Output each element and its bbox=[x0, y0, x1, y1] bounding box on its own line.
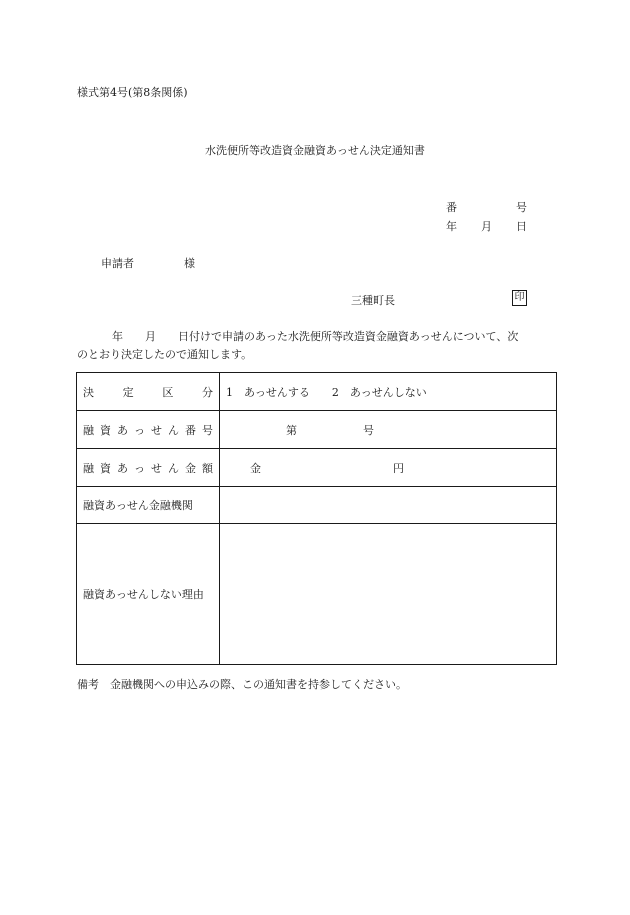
loan-amount-char: ん bbox=[168, 461, 179, 475]
rejection-reason-value bbox=[220, 524, 557, 665]
form-number: 様式第4号(第8条関係) bbox=[77, 86, 188, 99]
table-row bbox=[77, 449, 557, 487]
table-row bbox=[77, 411, 557, 449]
loan-number-char: 融 bbox=[83, 423, 94, 437]
loan-number-char: 号 bbox=[202, 423, 213, 437]
loan-amount-char: っ bbox=[134, 461, 145, 475]
decision-type-char: 区 bbox=[162, 385, 174, 399]
document-number-label-a: 番 bbox=[446, 201, 457, 214]
loan-amount-char: 額 bbox=[202, 461, 213, 475]
rejection-reason-label: 融資あっせんしない理由 bbox=[77, 524, 220, 665]
loan-amount-char: せ bbox=[151, 461, 162, 475]
loan-number-char: あ bbox=[117, 423, 128, 437]
table-row bbox=[77, 373, 557, 411]
issuer-name: 三種町長 bbox=[351, 294, 395, 307]
loan-number-char: ん bbox=[168, 423, 179, 437]
date-day: 日 bbox=[516, 220, 527, 233]
document-title: 水洗便所等改造資金融資あっせん決定通知書 bbox=[205, 144, 425, 157]
document-number-label-b: 号 bbox=[516, 201, 527, 214]
loan-number-char: 番 bbox=[185, 423, 196, 437]
loan-number-label bbox=[83, 422, 213, 438]
date-month: 月 bbox=[481, 220, 492, 233]
table-row bbox=[77, 524, 557, 665]
loan-amount-char: 金 bbox=[185, 461, 196, 475]
decision-type-char: 定 bbox=[122, 385, 134, 399]
decision-options: 1 あっせんする 2 あっせんしない bbox=[220, 373, 557, 411]
decision-type-char: 分 bbox=[201, 385, 213, 399]
decision-type-label bbox=[83, 384, 213, 400]
seal-box: 印 bbox=[512, 290, 527, 306]
remarks-note: 備考 金融機関への申込みの際、この通知書を持参してください。 bbox=[77, 678, 407, 691]
loan-number-char: 資 bbox=[100, 423, 111, 437]
body-paragraph bbox=[77, 328, 557, 364]
row-label bbox=[77, 373, 220, 411]
body-line-1: 年 月 日付けで申請のあった水洗便所等改造資金融資あっせんについて、次 bbox=[112, 330, 519, 343]
financial-institution-value bbox=[220, 487, 557, 524]
financial-institution-label: 融資あっせん金融機関 bbox=[77, 487, 220, 524]
loan-amount-char: 資 bbox=[100, 461, 111, 475]
decision-type-char: 決 bbox=[83, 385, 94, 399]
addressee-suffix: 様 bbox=[184, 257, 195, 270]
document-number-line bbox=[446, 199, 527, 215]
loan-amount-label bbox=[83, 460, 213, 476]
addressee-label: 申請者 bbox=[101, 257, 134, 270]
body-line-2: のとおり決定したので通知します。 bbox=[77, 348, 253, 361]
loan-amount-value: 金 円 bbox=[220, 449, 557, 487]
date-year: 年 bbox=[446, 220, 457, 233]
loan-number-value: 第 号 bbox=[220, 411, 557, 449]
addressee-line bbox=[101, 255, 195, 271]
table-row bbox=[77, 487, 557, 524]
row-label bbox=[77, 449, 220, 487]
loan-amount-char: あ bbox=[117, 461, 128, 475]
decision-table bbox=[76, 372, 557, 665]
loan-number-char: せ bbox=[151, 423, 162, 437]
loan-amount-char: 融 bbox=[83, 461, 94, 475]
loan-number-char: っ bbox=[134, 423, 145, 437]
row-label bbox=[77, 411, 220, 449]
